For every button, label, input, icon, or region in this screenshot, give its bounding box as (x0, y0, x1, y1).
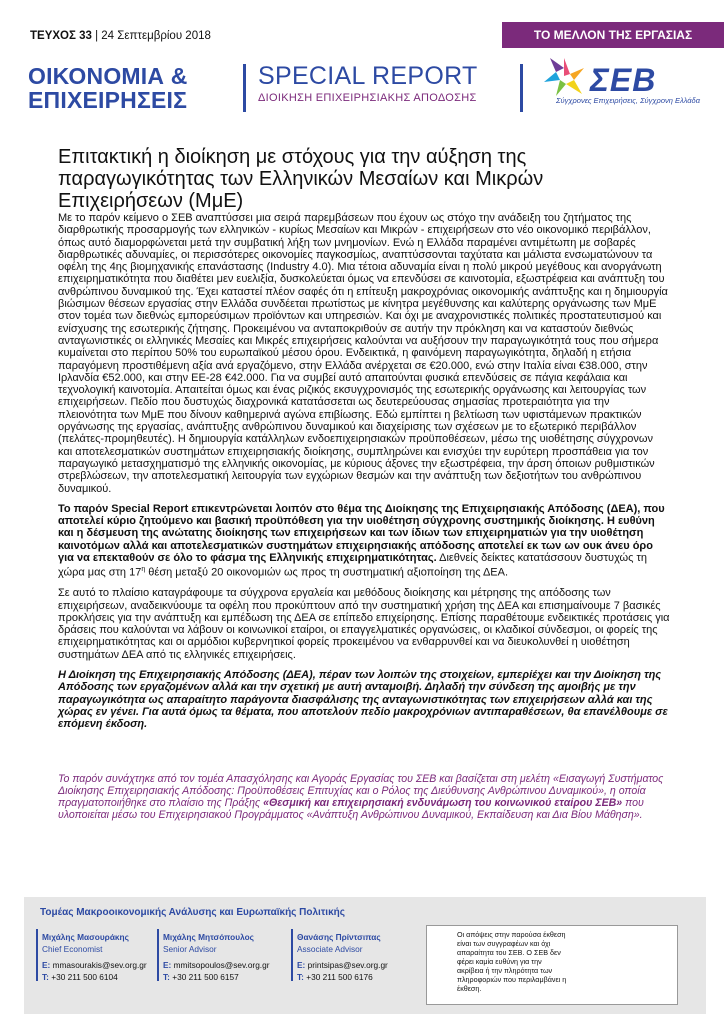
publication-title (28, 64, 188, 112)
footer-department: Τομέας Μακροοικονομικής Ανάλυσης και Ευρωπαϊκής Πολιτικής (40, 907, 345, 918)
contact-role: Chief Economist (42, 944, 103, 954)
paragraph-focus-sup: η (141, 566, 146, 574)
contact-role: Senior Advisor (163, 944, 217, 954)
contact-name: Μιχάλης Μητσόπουλος (163, 932, 254, 942)
contact-email[interactable]: printsipas@sev.org.gr (307, 960, 388, 970)
contact-card (42, 931, 147, 983)
contact-divider (157, 929, 159, 981)
phone-label: T: (163, 972, 170, 982)
special-report-block (258, 62, 478, 104)
contact-email[interactable]: mmitsopoulos@sev.org.gr (173, 960, 270, 970)
contact-card (297, 931, 388, 983)
contact-divider (291, 929, 293, 981)
source-note-c: που υλοποιείται μέσω του Επιχειρησιακού Προγράμματος «Ανάπτυξη Ανθρώπινου Δυναμικού, Εκπαίδευση και Δια Βίου Μάθηση». (58, 797, 644, 821)
issue-date: 24 Σεπτεμβρίου 2018 (101, 30, 211, 42)
contact-divider (36, 929, 38, 981)
publication-title-line1: ΟΙΚΟΝΟΜΙΑ & (28, 63, 188, 89)
special-report-title: SPECIAL REPORT (258, 62, 478, 90)
contact-name: Μιχάλης Μασουράκης (42, 932, 129, 942)
contact-phone[interactable]: +30 211 500 6157 (172, 972, 239, 982)
contact-name: Θανάσης Πρίντσιπας (297, 932, 381, 942)
contact-role: Associate Advisor (297, 944, 363, 954)
source-note (58, 773, 670, 821)
contact-card (163, 931, 270, 983)
phone-label: T: (297, 972, 304, 982)
phone-label: T: (42, 972, 49, 982)
sev-logo-name: ΣΕΒ (590, 62, 657, 98)
paragraph-focus-bold: Το παρόν Special Report επικεντρώνεται λοιπόν στο θέμα της Διοίκησης της Επιχειρησιακής Απόδοσης (ΔΕΑ), που αποτελεί κύριο ζητούμενο και βασική προϋπόθεση για την υιοθέτηση σύγχρονης συστημικής διοίκησης. Η ευθύνη και η δέσμευση της ανώτατης διοίκησης των επιχειρήσεων και των ίδιων των επιχειρηματιών για την υιοθέτηση καινοτόμων αλλά και αποτελεσματικών συστημάτων επιχειρησιακής απόδοσης αποτελεί εκ των ων ουκ άνευ όρο για να επεκταθούν σε όλο το φάσμα της Ελληνικής επιχειρηματικότητας. (58, 502, 665, 565)
sev-logo-motto: Σύγχρονες Επιχειρήσεις, Σύγχρονη Ελλάδα (556, 96, 700, 105)
issue-line: ΤΕΥΧΟΣ 33 | 24 Σεπτεμβρίου 2018 (30, 30, 211, 42)
paragraph-intro: Με το παρόν κείμενο ο ΣΕΒ αναπτύσσει μια σειρά παρεμβάσεων που έχουν ως στόχο την ανάδειξη του ζητήματος της διαρθρωτικής προσαρμογής των ελληνικών - κυρίως Μεσαίων και Μικρών - επιχειρήσεων στο νέο οικονομικό περιβάλλον, όπως αυτό διαμορφώνεται μετά την συμβατική λήξη των μνημονίων. Ενώ η Ελλάδα παραμένει αντιμέτωπη με σοβαρές διαρθρωτικές αδυναμίες, οι περισσότερες οικονομίες παγκοσμίως, αναπτύσσονται ταχύτατα και μάλιστα ενσωματώνουν τα οφέλη της 4ης βιομηχανικής επανάστασης (Industry 4.0). Μια τέτοια αδυναμία είναι η πολύ μικρού μεγέθους και ανοργάνωτη επιχειρηματικότητα που διαθέτει μεν ευελιξία, δυσκολεύεται όμως να επενδύσει σε καινοτομία, εξωστρέφεια και ανάπτυξη του ανθρώπινου δυναμικού της. Έχει καταστεί πλέον σαφές ότι η επίτευξη μακροχρόνιας οικονομικής ανάπτυξης και η δημιουργία βιώσιμων θέσεων εργασίας στην Ελλάδα συνδέεται πρωτίστως με κίνητρα μεγέθυνσης και καλύτερης οργάνωσης των ΜμΕ στον τομέα των διεθνώς εμπορεύσιμων προϊόντων και υπηρεσιών. Και όχι με αναχρονιστικές πολιτικές προστατευτισμού και ενίσχυσης της εσωτερικής ζήτησης. Προκειμένου να ανταποκριθούν σε αυτήν την πρόκληση και να καταστούν διεθνώς ανταγωνιστικές οι ελληνικές Μεσαίες και Μικρές επιχειρήσεις καλούνται να αυξήσουν την παραγωγικότητά τους που σήμερα κυμαίνεται στο περίπου 50% του ευρωπαϊκού μέσου όρου. Ενδεικτικά, η φαινόμενη παραγωγικότητα, δηλαδή η ετήσια παραγόμενη προστιθέμενη αξία ανά εργαζόμενο, στην Ελλάδα ανέρχεται σε €20.000, ενώ στην Ιταλία είναι €38.000, στην Ιρλανδία €52.000, και στην ΕΕ-28 €42.000. Για να συμβεί αυτό απαιτούνται φυσικά επενδύσεις σε πάγια κεφάλαια και τεχνολογική καινοτομία. Απαιτείται όμως και ένας ριζικός εκσυγχρονισμός της εσωτερικής οργάνωσης και λειτουργίας των επιχειρήσεων. Πεδίο που δυστυχώς διαχρονικά κατατάσσεται ως δευτερεύουσας σημασίας προτεραιότητα για την πλειονότητα των ΜμΕ που δίνουν καθημερινά αγώνα επιβίωσης. Εδώ εμπίπτει η βελτίωση των υφιστάμενων πρακτικών οργάνωσης της εργασίας, ανάπτυξης ανθρώπινου δυναμικού και διαχείρισης των σχέσεων με το εξωτερικό περιβάλλον (πελάτες-προμηθευτές). Η δημιουργία κατάλληλων ενδοεπιχειρησιακών προϋποθέσεων, μέσω της υιοθέτησης σύγχρονων και αποτελεσματικών συστημάτων επιχειρησιακής διοίκησης, συμπληρώνει και ενισχύει την ευρύτερη προσπάθεια για τον παραγωγικό μετασχηματισμό της ελληνικής οικονομίας, με κύριους άξονες την εξωστρέφεια, την άρση όποιων ρυθμιστικών στρεβλώσεων, την αποτελεσματική λειτουργία των εγχώριων θεσμών και την ανάπτυξη των δεξιοτήτων του ανθρώπινου δυναμικού. (58, 212, 668, 495)
email-label: E: (297, 960, 306, 970)
issue-number: ΤΕΥΧΟΣ 33 (30, 30, 92, 42)
sev-logo-mark-icon (540, 54, 588, 98)
email-label: E: (163, 960, 172, 970)
paragraph-focus-rest: Διεθνείς δείκτες κατατάσσουν δυστυχώς τη χώρα μας στη 17 (58, 552, 647, 579)
paragraph-focus-end: θέση μεταξύ 20 οικονομιών ως προς τη συστηματική αξιοποίηση της ΔΕΑ. (145, 566, 509, 579)
publication-title-line2: ΕΠΙΧΕΙΡΗΣΕΙΣ (28, 87, 188, 113)
header-divider-right (520, 64, 523, 112)
paragraph-focus (58, 503, 670, 579)
paragraph-framework: Σε αυτό το πλαίσιο καταγράφουμε τα σύγχρονα εργαλεία και μεθόδους διοίκησης και μέτρησης της απόδοσης των επιχειρήσεων, αναδεικνύουμε τα οφέλη που προκύπτουν από την συστηματική χρήση της ΔΕΑ και επισημαίνουμε 7 βασικές προκλήσεις για την ανάπτυξη και εμπέδωση της ΔΕΑ σε επίπεδο επιχείρησης. Επίσης παραθέτουμε ενδεικτικές προτάσεις για δράσεις που καλούνται να λάβουν οι κοινωνικοί εταίροι, οι επαγγελματικές οργανώσεις, οι κλαδικοί σύνδεσμοι, οι φορείς της επιχειρηματικότητας και οι αρμόδιοι κυβερνητικοί φορείς προκειμένου να ενθαρρυνθεί και να διευκολυνθεί η υιοθέτηση συστημάτων ΔΕΑ από τις ελληνικές επιχειρήσεις. (58, 587, 670, 661)
email-label: E: (42, 960, 51, 970)
disclaimer-box (426, 925, 678, 1005)
article-body (58, 212, 670, 739)
section-tag: ΤΟ ΜΕΛΛΟΝ ΤΗΣ ΕΡΓΑΣΙΑΣ (502, 22, 724, 48)
footer (24, 897, 706, 1014)
paragraph-conclusion: Η Διοίκηση της Επιχειρησιακής Απόδοσης (ΔΕΑ), πέραν των λοιπών της στοιχείων, εμπερίέχει και την Διοίκηση της Απόδοσης των εργαζομένων αλλά και την σχετική με αυτή ανταμοιβή. Δηλαδή την σύνδεση της αμοιβής με την παραγωγικότητα ως απαραίτητο παράγοντα διασφάλισης της ανταγωνιστικότητας των επιχειρήσεων αλλά και της χώρας εν γένει. Για αυτά όμως τα θέματα, που αποτελούν πεδίο μακροχρόνιων αντιπαραθέσεων, θα επανέλθουμε σε επόμενη έκδοση. (58, 669, 668, 731)
header-divider (243, 64, 246, 112)
contact-phone[interactable]: +30 211 500 6104 (51, 972, 118, 982)
contact-phone[interactable]: +30 211 500 6176 (306, 972, 373, 982)
source-note-a: Το παρόν συνάχτηκε από τον τομέα Απασχόλησης και Αγοράς Εργασίας του ΣΕΒ και βασίζεται στη μελέτη «Εισαγωγή Συστήματος Διοίκησης Επιχειρησιακής Απόδοσης: Προϋποθέσεις Επιτυχίας και ο Ρόλος της Διεύθυνσης Ανθρώπινου Δυναμικού», η οποία πραγματοποιήθηκε στο πλαίσιο της Πράξης (58, 773, 664, 809)
contact-email[interactable]: mmasourakis@sev.org.gr (52, 960, 147, 970)
special-report-subtitle: ΔΙΟΙΚΗΣΗ ΕΠΙΧΕΙΡΗΣΙΑΚΗΣ ΑΠΟΔΟΣΗΣ (258, 92, 477, 104)
article-title: Επιτακτική η διοίκηση με στόχους για την αύξηση της παραγωγικότητας των Ελληνικών Μεσαίων και Μικρών Επιχειρήσεων (ΜμΕ) (58, 146, 544, 212)
source-note-b: «Θεσμική και επιχειρησιακή ενδυνάμωση του κοινωνικού εταίρου ΣΕΒ» (263, 797, 623, 809)
sev-logo (540, 54, 700, 114)
disclaimer-text: Οι απόψεις στην παρούσα έκθεση είναι των συγγραφέων και όχι απαραίτητα του ΣΕΒ. Ο ΣΕΒ δεν φέρει καμία ευθύνη για την ακρίβεια ή την πληρότητα των πληροφοριών που περιλαμβάνει η έκθεση. (457, 930, 567, 993)
